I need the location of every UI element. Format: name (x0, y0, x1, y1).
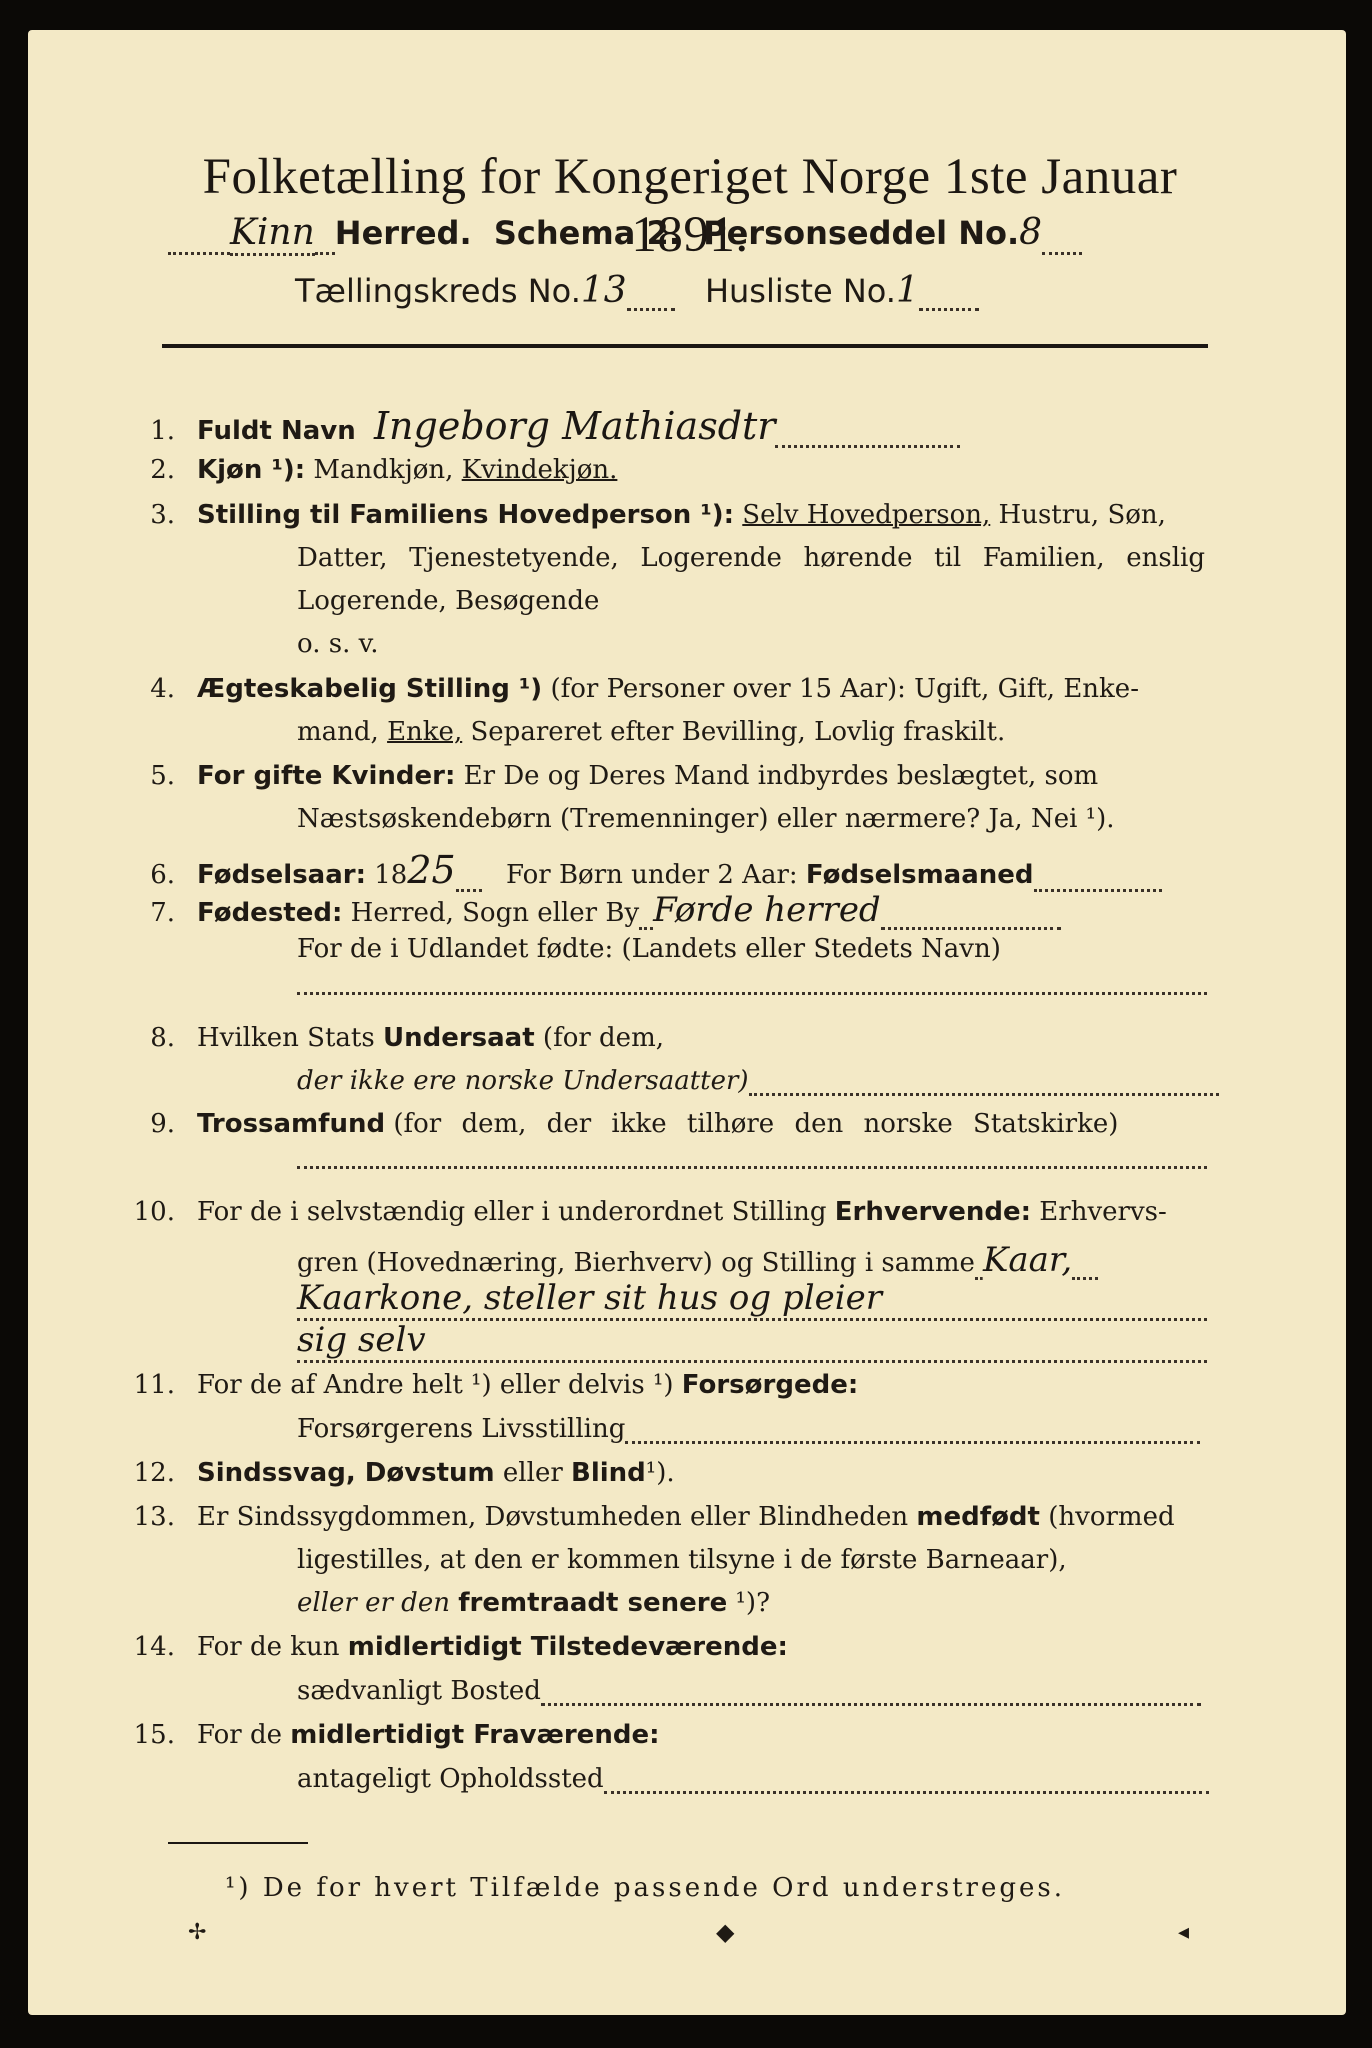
herred-line (168, 212, 1082, 255)
occupation-value-1: Kaar, (982, 1240, 1073, 1280)
footnote-rule (168, 1842, 308, 1844)
item-10-line3 (297, 1278, 1207, 1321)
marital-enke-underlined: Enke, (387, 717, 463, 747)
sex-female-underlined: Kvindekjøn. (461, 455, 618, 485)
item-5-line2: Næstsøskendebørn (Tremenninger) eller nærmere? Ja, Nei ¹). (297, 804, 1115, 834)
item-13-line2: ligestilles, at den er kommen tilsyne i de første Barneaar), (297, 1545, 1067, 1575)
item-3: 3. Stilling til Familiens Hovedperson ¹): Selv Hovedperson, Hustru, Søn, (150, 500, 1166, 530)
item-13-label: medfødt (916, 1502, 1040, 1532)
item-3-line2: Datter, Tjenestetyende, Logerende hørende til Familien, enslig (297, 543, 1205, 573)
item-8-label: Undersaat (382, 1023, 535, 1053)
occupation-value-2: Kaarkone, steller sit hus og pleier (297, 1278, 882, 1318)
item-6-label: Fødselsaar: (197, 860, 366, 890)
item-14: 14. For de kun midlertidigt Tilstedeværende: (133, 1632, 788, 1662)
item-14-label: midlertidigt Tilstedeværende: (347, 1632, 788, 1662)
item-3-label: Stilling til Familiens Hovedperson ¹): (197, 500, 735, 530)
item-8: 8. Hvilken Stats Undersaat (for dem, (150, 1023, 664, 1053)
personseddel-value: 8 (1019, 212, 1043, 253)
item-15-label: midlertidigt Fraværende: (290, 1720, 660, 1750)
item-11-line2: Forsørgerens Livsstilling (297, 1414, 1200, 1444)
item-7-label: Fødested: (197, 898, 343, 928)
item-7-blank (297, 992, 1207, 995)
birth-year-value: 25 (407, 848, 456, 892)
item-14-line2: sædvanligt Bosted (297, 1676, 1201, 1706)
item-15: 15. For de midlertidigt Fraværende: (133, 1720, 660, 1750)
personseddel-label: Personseddel No. (703, 214, 1020, 252)
husliste-label: Husliste No. (704, 272, 896, 310)
item-1: 1. Fuldt Navn Ingeborg Mathiasdtr (105, 404, 960, 448)
herred-label: Herred. (334, 214, 472, 252)
item-5-label: For gifte Kvinder: (197, 761, 456, 791)
item-7: 7. Fødested: Herred, Sogn eller By Førde herred (105, 890, 1061, 930)
item-10-line2: gren (Hovednæring, Bierhverv) og Stilling i samme Kaar, (297, 1240, 1098, 1280)
herred-value: Kinn (230, 212, 315, 256)
occupation-value-3: sig selv (297, 1320, 426, 1360)
item-13: 13. Er Sindssygdommen, Døvstumheden eller Blindheden medfødt (hvormed (133, 1502, 1175, 1532)
item-11: 11. For de af Andre helt ¹) eller delvis ¹) Forsørgede: (133, 1370, 859, 1400)
item-13-line3: eller er den fremtraadt senere ¹)? (297, 1588, 771, 1618)
form-title: Folketælling for Kongeriget Norge 1ste Januar 1891. (202, 149, 1178, 263)
item-3-line4: o. s. v. (297, 629, 379, 659)
item-2: 2. Kjøn ¹): Mandkjøn, Kvindekjøn. (150, 455, 618, 485)
item-3-line3: Logerende, Besøgende (297, 586, 600, 616)
item-2-label: Kjøn ¹): (197, 455, 306, 485)
kreds-label: Tællingskreds No. (295, 272, 581, 310)
item-11-label: Forsørgede: (681, 1370, 859, 1400)
footnote: ¹) De for hvert Tilfælde passende Ord understreges. (225, 1873, 1066, 1903)
husliste-value: 1 (895, 270, 919, 311)
print-mark-center: ◆ (716, 1918, 735, 1946)
print-mark-right: ◂ (1178, 1920, 1190, 1945)
item-1-label: Fuldt Navn (197, 416, 356, 446)
birthplace-value: Førde herred (653, 890, 881, 930)
item-6: 6. Fødselsaar: 1825 For Børn under 2 Aar: Fødselsmaaned (105, 848, 1162, 892)
item-9-blank (297, 1166, 1207, 1169)
item-10-label: Erhvervende: (834, 1197, 1032, 1227)
full-name-value: Ingeborg Mathiasdtr (374, 404, 776, 448)
schema-label: Schema 2. (493, 214, 681, 252)
item-8-line2: der ikke ere norske Undersaatter) (297, 1066, 1219, 1096)
print-mark-left: ✢ (188, 1920, 207, 1945)
item-10: 10. For de i selvstændig eller i underordnet Stilling Erhvervende: Erhvervs- (133, 1197, 1167, 1227)
position-selv-underlined: Selv Hovedperson, (742, 500, 991, 530)
item-9: 9. Trossamfund (for dem, der ikke tilhøre den norske Statskirke) (150, 1109, 1119, 1139)
kreds-line (295, 270, 979, 311)
item-7-line2: For de i Udlandet fødte: (Landets eller Stedets Navn) (297, 934, 1001, 964)
kreds-value: 13 (580, 270, 627, 311)
item-4-label: Ægteskabelig Stilling ¹) (197, 674, 543, 704)
header-rule (162, 344, 1208, 348)
item-4: 4. Ægteskabelig Stilling ¹) (for Personer over 15 Aar): Ugift, Gift, Enke- (150, 674, 1139, 704)
item-9-label: Trossamfund (197, 1109, 386, 1139)
item-12-label: Sindssvag, Døvstum (197, 1458, 495, 1488)
item-5: 5. For gifte Kvinder: Er De og Deres Mand indbyrdes beslægtet, som (150, 761, 1099, 791)
item-12: 12. Sindssvag, Døvstum eller Blind¹). (133, 1458, 675, 1488)
item-4-line2: mand, Enke, Separeret efter Bevilling, Lovlig fraskilt. (297, 717, 1006, 747)
item-15-line2: antageligt Opholdssted (297, 1764, 1209, 1794)
item-10-line4 (297, 1320, 1207, 1363)
